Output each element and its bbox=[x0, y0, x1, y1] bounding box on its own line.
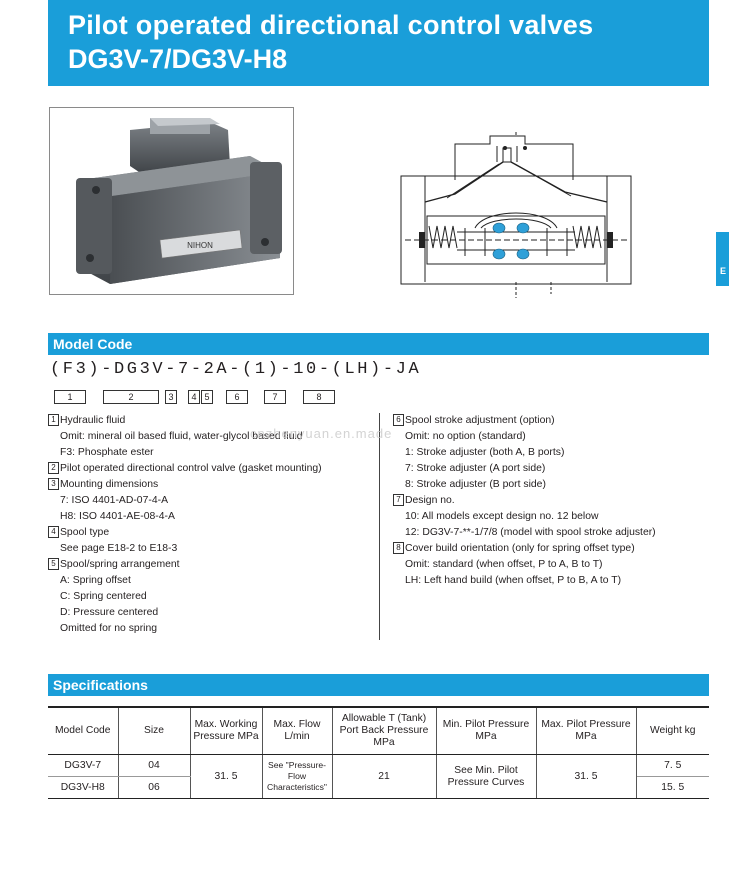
code-number-box: 4 bbox=[188, 390, 200, 404]
specifications-table bbox=[48, 706, 709, 799]
cell-size: 06 bbox=[118, 777, 190, 799]
option-line: D: Pressure centered bbox=[60, 607, 159, 618]
column-header: Max. Pilot Pressure MPa bbox=[536, 707, 636, 755]
option-line: 1: Stroke adjuster (both A, B ports) bbox=[405, 447, 565, 458]
code-number-box: 3 bbox=[165, 390, 177, 404]
option-line: See page E18-2 to E18-3 bbox=[60, 543, 178, 554]
code-number-box: 6 bbox=[226, 390, 248, 404]
model-code-section-bar: Model Code bbox=[48, 333, 709, 355]
cell-tank-back-pressure: 21 bbox=[332, 755, 436, 799]
model-code-string: (F3)-DG3V-7-2A-(1)-10-(LH)-JA bbox=[50, 360, 422, 379]
page-title-line2: DG3V-7/DG3V-H8 bbox=[68, 44, 288, 74]
cell-size: 04 bbox=[118, 755, 190, 777]
code-number-box: 2 bbox=[103, 390, 159, 404]
product-photo bbox=[49, 107, 294, 295]
cell-max-working-pressure: 31. 5 bbox=[190, 755, 262, 799]
cell-min-pilot-pressure: See Min. Pilot Pressure Curves bbox=[436, 755, 536, 799]
valve-photo-illustration bbox=[50, 108, 293, 294]
option-line: C: Spring centered bbox=[60, 591, 147, 602]
option-line: 10: All models except design no. 12 below bbox=[405, 511, 599, 522]
specifications-section-bar: Specifications bbox=[48, 674, 709, 696]
option-line: Omit: standard (when offset, P to A, B to T) bbox=[405, 559, 603, 570]
option-line: 7: Stroke adjuster (A port side) bbox=[405, 463, 546, 474]
page-header bbox=[48, 0, 709, 86]
valve-cross-section-diagram bbox=[385, 132, 647, 300]
column-header: Max. Flow L/min bbox=[262, 707, 332, 755]
section-side-tab[interactable]: E bbox=[716, 232, 729, 286]
option-line: 7 Design no. bbox=[393, 493, 455, 509]
code-number-box: 7 bbox=[264, 390, 286, 404]
table-row bbox=[48, 755, 709, 777]
cell-model: DG3V-7 bbox=[48, 755, 118, 777]
option-line: Omit: no option (standard) bbox=[405, 431, 526, 442]
option-line: 8: Stroke adjuster (B port side) bbox=[405, 479, 546, 490]
option-line: LH: Left hand build (when offset, P to B, A to T) bbox=[405, 575, 622, 586]
table-header-row bbox=[48, 707, 709, 755]
cell-weight: 7. 5 bbox=[636, 755, 709, 777]
cell-max-pilot-pressure: 31. 5 bbox=[536, 755, 636, 799]
column-header: Weight kg bbox=[636, 707, 709, 755]
option-line: 2 Pilot operated directional control valve (gasket mounting) bbox=[48, 461, 322, 477]
option-line: 4 Spool type bbox=[48, 525, 109, 541]
option-line: A: Spring offset bbox=[60, 575, 131, 586]
code-number-box: 1 bbox=[54, 390, 86, 404]
option-line: 6 Spool stroke adjustment (option) bbox=[393, 413, 555, 429]
watermark: cnzhenyuan.en.made bbox=[250, 426, 393, 441]
option-line: 12: DG3V-7-**-1/7/8 (model with spool stroke adjuster) bbox=[405, 527, 656, 538]
option-line: 7: ISO 4401-AD-07-4-A bbox=[60, 495, 168, 506]
option-line: Omit: mineral oil based fluid, water-glycol based fluid bbox=[60, 431, 303, 442]
column-divider bbox=[379, 413, 380, 640]
option-line: F3: Phosphate ester bbox=[60, 447, 154, 458]
cell-max-flow: See "Pressure-Flow Characteristics" bbox=[262, 755, 332, 799]
option-line: H8: ISO 4401-AE-08-4-A bbox=[60, 511, 175, 522]
column-header: Allowable T (Tank) Port Back Pressure MPa bbox=[332, 707, 436, 755]
column-header: Max. Working Pressure MPa bbox=[190, 707, 262, 755]
cell-model: DG3V-H8 bbox=[48, 777, 118, 799]
option-line: 5 Spool/spring arrangement bbox=[48, 557, 180, 573]
code-number-box: 8 bbox=[303, 390, 335, 404]
column-header: Model Code bbox=[48, 707, 118, 755]
option-line: 3 Mounting dimensions bbox=[48, 477, 158, 493]
column-header: Min. Pilot Pressure MPa bbox=[436, 707, 536, 755]
option-line: Omitted for no spring bbox=[60, 623, 158, 634]
cell-weight: 15. 5 bbox=[636, 777, 709, 799]
code-number-box: 5 bbox=[201, 390, 213, 404]
column-header: Size bbox=[118, 707, 190, 755]
option-line: 8 Cover build orientation (only for spring offset type) bbox=[393, 541, 635, 557]
option-line: 1 Hydraulic fluid bbox=[48, 413, 125, 429]
nameplate-text: NIHON bbox=[187, 241, 213, 250]
page-title-line1: Pilot operated directional control valves bbox=[68, 10, 594, 40]
